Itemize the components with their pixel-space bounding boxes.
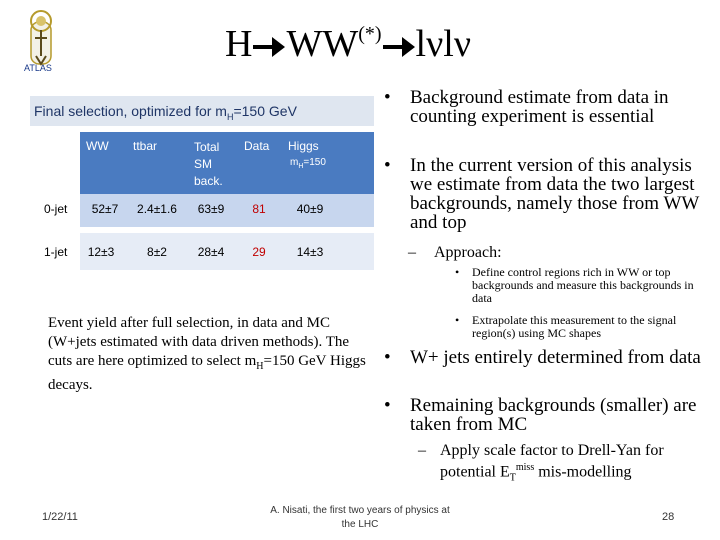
header-total: Total SM back. bbox=[194, 140, 223, 188]
footer-date: 1/22/11 bbox=[42, 511, 78, 523]
table-caption: Event yield after full selection, in data and MC (W+jets estimated with data driven methods). The cuts are here optimized to select $m_H=150$ GeV Higgs decays. bbox=[48, 315, 366, 393]
cell-ttbar: 8±2 bbox=[147, 245, 167, 259]
page-number: 28 bbox=[662, 511, 675, 523]
header-data: Data bbox=[244, 139, 270, 153]
footer-author: A. Nisati, the first two years of physics at the LHC bbox=[270, 505, 450, 530]
bullet-background: • Background estimate from data in counting experiment is essential bbox=[384, 87, 669, 127]
cell-total: 28±4 bbox=[197, 245, 225, 259]
approach-item: • Extrapolate this measurement to the signal region(s) using MC shapes bbox=[455, 313, 677, 340]
header-ww: WW bbox=[86, 139, 109, 153]
row-label: 1-jet bbox=[44, 245, 68, 259]
bullet-current-version: • In the current version of this analysis we estimate from data the two largest backgrounds, namely those from WW and top bbox=[384, 155, 699, 233]
apply-scale-factor: – Apply scale factor to Drell-Yan for potential $E_T^{miss}$ mis-modelling bbox=[418, 442, 664, 484]
header-higgs: Higgs bbox=[288, 139, 319, 153]
header-ttbar: ttbar bbox=[133, 139, 158, 153]
bullet-remaining: • Remaining backgrounds (smaller) are taken from MC bbox=[384, 395, 697, 435]
right-arrow-icon bbox=[382, 34, 416, 60]
cell-data: 81 bbox=[252, 202, 266, 216]
logo-label: ATLAS bbox=[24, 63, 52, 73]
cell-ttbar: 2.4±1.6 bbox=[137, 202, 177, 216]
table-title: Final selection, optimized for $m_H=150$ GeV bbox=[30, 96, 374, 126]
cell-total: 63±9 bbox=[197, 202, 225, 216]
cell-ww: 52±7 bbox=[91, 202, 119, 216]
header-higgs-mass: $m_H=150$ bbox=[290, 157, 326, 170]
bullet-wjets: • W+ jets entirely determined from data bbox=[384, 347, 701, 368]
slide-title: H WW(*) lνlν bbox=[225, 23, 471, 65]
cell-data: 29 bbox=[252, 245, 266, 259]
row-label: 0-jet bbox=[44, 202, 68, 216]
cell-higgs: 14±3 bbox=[296, 245, 324, 259]
approach-heading: – Approach: bbox=[408, 244, 502, 261]
cell-higgs: 40±9 bbox=[296, 202, 324, 216]
right-arrow-icon bbox=[252, 34, 286, 60]
cell-ww: 12±3 bbox=[87, 245, 115, 259]
approach-item: • Define control regions rich in WW or top backgrounds and measure this backgrounds in data bbox=[455, 265, 694, 305]
